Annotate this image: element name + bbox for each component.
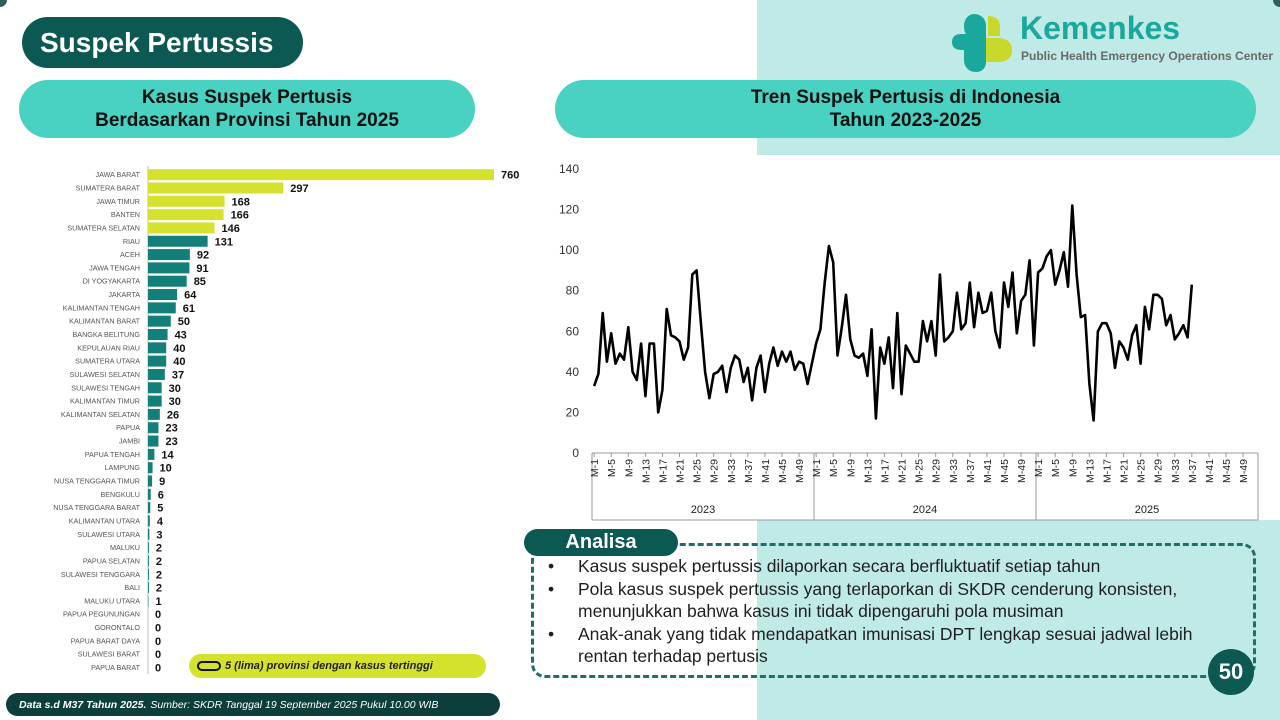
x-tick-label: M-29 (930, 459, 943, 483)
province-label: KALIMANTAN TENGAH (62, 303, 140, 313)
province-bar (148, 396, 162, 407)
x-tick-label: M-1 (1033, 459, 1046, 478)
x-tick-label: M-41 (1203, 459, 1216, 483)
x-tick-label: M-1 (811, 459, 824, 478)
province-bar (148, 289, 177, 300)
value-label: 10 (159, 462, 172, 475)
page-title: Suspek Pertussis (22, 17, 303, 68)
x-tick-label: M-5 (606, 459, 619, 478)
value-label: 3 (156, 529, 163, 542)
y-tick-label: 20 (565, 405, 579, 420)
value-label: 0 (155, 649, 162, 662)
province-label: JAKARTA (108, 290, 140, 300)
province-label: PAPUA TENGAH (84, 449, 140, 459)
province-bar (148, 249, 190, 260)
x-tick-label: M-9 (623, 459, 636, 478)
trend-chart-title-line1: Tren Suspek Pertusis di Indonesia (750, 87, 1061, 108)
y-tick-label: 80 (565, 283, 579, 298)
value-label: 6 (157, 489, 164, 502)
x-year-label: 2023 (690, 504, 716, 516)
province-label: JAMBI (118, 436, 140, 446)
value-label: 2 (155, 569, 163, 582)
province-bar (148, 356, 166, 367)
province-bar (148, 449, 154, 460)
province-label: SUMATERA SELATAN (67, 223, 140, 233)
x-tick-label: M-13 (640, 459, 653, 483)
x-tick-label: M-17 (879, 459, 892, 483)
value-label: 0 (155, 622, 162, 635)
province-label: PAPUA (116, 423, 140, 433)
value-label: 91 (196, 262, 209, 275)
province-label: LAMPUNG (104, 463, 140, 473)
analisa-point: • Pola kasus suspek pertussis yang terlaporkan di SKDR cenderung konsisten, menunjukkan bahwa kasus ini tidak dipengaruhi pola musiman (548, 578, 1238, 622)
province-bar (148, 489, 151, 500)
province-label: MALUKU UTARA (84, 596, 140, 606)
province-bar (148, 436, 158, 447)
value-label: 2 (155, 542, 163, 555)
analisa-list (548, 555, 1238, 668)
province-label: DI YOGYAKARTA (82, 276, 140, 286)
province-label: SULAWESI SELATAN (69, 369, 140, 379)
x-tick-label: M-41 (759, 459, 772, 483)
value-label: 92 (196, 249, 210, 262)
province-bar (148, 582, 149, 593)
province-label: SUMATERA BARAT (75, 183, 140, 193)
province-label: PAPUA SELATAN (82, 556, 140, 566)
value-label: 2 (155, 555, 163, 568)
province-label: PAPUA PEGUNUNGAN (63, 609, 140, 619)
x-tick-label: M-41 (981, 459, 994, 483)
x-tick-label: M-21 (1118, 459, 1131, 483)
value-label: 85 (193, 276, 206, 289)
province-label: NUSA TENGGARA TIMUR (54, 476, 140, 486)
value-label: 2 (155, 582, 163, 595)
x-tick-label: M-49 (1016, 459, 1029, 483)
province-label: SUMATERA UTARA (75, 356, 140, 366)
trend-series-line (594, 206, 1192, 421)
legend-text: 5 (lima) provinsi dengan kasus tertinggi (225, 660, 433, 672)
x-tick-label: M-25 (913, 459, 926, 483)
province-label: BANGKA BELITUNG (72, 330, 140, 339)
value-label: 131 (214, 236, 233, 249)
province-label: SULAWESI TENGAH (71, 383, 140, 393)
province-chart-title-line2: Berdasarkan Provinsi Tahun 2025 (95, 110, 399, 131)
value-label: 37 (171, 369, 185, 382)
x-tick-label: M-37 (1186, 459, 1199, 483)
province-bar (148, 182, 283, 193)
province-label: JAWA BARAT (95, 170, 140, 180)
province-bar (148, 369, 165, 380)
province-bar-chart (0, 160, 540, 680)
x-tick-label: M-37 (742, 459, 755, 483)
province-bar (148, 542, 149, 553)
value-label: 61 (182, 302, 196, 315)
x-tick-label: M-1 (589, 459, 602, 478)
value-label: 0 (155, 635, 162, 648)
province-label: KEPULAUAN RIAU (77, 343, 140, 353)
kemenkes-emblem-icon (952, 14, 1012, 72)
x-tick-label: M-29 (1152, 459, 1165, 483)
province-label: KALIMANTAN SELATAN (60, 409, 140, 419)
trend-chart-title (555, 80, 1256, 138)
corner-decoration (0, 0, 7, 7)
x-year-label: 2024 (912, 504, 938, 516)
province-bar (148, 236, 208, 247)
province-label: GORONTALO (94, 623, 140, 633)
province-bar (148, 502, 150, 513)
value-label: 23 (165, 436, 178, 449)
value-label: 26 (166, 409, 180, 422)
province-label: KALIMANTAN BARAT (69, 316, 140, 326)
analisa-point: • Anak-anak yang tidak mendapatkan imunisasi DPT lengkap sesuai jadwal lebih rentan terhadap pertusis (548, 623, 1238, 667)
value-label: 166 (230, 209, 249, 222)
province-bar (148, 169, 494, 180)
province-label: JAWA TIMUR (96, 196, 140, 206)
province-bar (148, 342, 166, 353)
analisa-label: Analisa (524, 529, 678, 556)
province-bar (148, 515, 150, 526)
x-tick-label: M-5 (828, 459, 841, 478)
province-label: BALI (124, 583, 140, 593)
province-bar (148, 316, 171, 327)
value-label: 30 (168, 396, 181, 409)
legend-swatch (197, 661, 221, 671)
province-label: PAPUA BARAT (91, 663, 140, 672)
value-label: 5 (157, 502, 164, 515)
province-label: MALUKU (110, 543, 140, 553)
value-label: 43 (174, 329, 187, 342)
x-tick-label: M-9 (1067, 459, 1080, 478)
province-label: SULAWESI TENGGARA (60, 569, 140, 579)
x-tick-label: M-33 (725, 459, 738, 483)
province-bar (148, 476, 152, 487)
province-bar (148, 276, 187, 287)
x-tick-label: M-5 (1050, 459, 1063, 478)
y-tick-label: 120 (558, 202, 579, 217)
value-label: 146 (221, 222, 240, 235)
value-label: 4 (156, 515, 163, 528)
x-tick-label: M-49 (1238, 459, 1251, 483)
analisa-point: • Kasus suspek pertussis dilaporkan secara berfluktuatif setiap tahun (548, 555, 1238, 577)
value-label: 9 (159, 476, 166, 489)
value-label: 760 (501, 169, 520, 182)
value-label: 1 (155, 595, 162, 608)
x-tick-label: M-33 (1169, 459, 1182, 483)
province-bar (148, 209, 224, 220)
province-label: SULAWESI UTARA (77, 529, 140, 539)
value-label: 64 (184, 289, 197, 302)
value-label: 40 (173, 342, 186, 355)
x-tick-label: M-49 (794, 459, 807, 483)
y-tick-label: 0 (572, 446, 579, 460)
x-tick-label: M-9 (845, 459, 858, 478)
x-tick-label: M-17 (1101, 459, 1114, 483)
province-chart-title (19, 80, 475, 138)
value-label: 14 (161, 449, 174, 462)
page-number: 50 (1208, 649, 1254, 695)
x-tick-label: M-13 (1084, 459, 1097, 483)
value-label: 0 (155, 609, 162, 622)
x-tick-label: M-37 (964, 459, 977, 483)
x-tick-label: M-45 (998, 459, 1011, 483)
brand-subtitle: Public Health Emergency Operations Center (1021, 49, 1274, 63)
province-bar (148, 302, 176, 313)
value-label: 40 (173, 356, 186, 369)
value-label: 50 (177, 316, 191, 329)
x-year-label: 2025 (1134, 504, 1160, 516)
province-label: KALIMANTAN TIMUR (69, 396, 140, 406)
footer-data-note: Data s.d M37 Tahun 2025. (19, 698, 147, 711)
province-chart-title-line1: Kasus Suspek Pertusis (141, 87, 353, 108)
province-label: NUSA TENGGARA BARAT (53, 503, 140, 513)
province-bar (148, 462, 153, 473)
province-bar (148, 196, 224, 207)
x-tick-label: M-21 (674, 459, 687, 483)
brand-name: Kemenkes (1020, 10, 1181, 46)
province-label: BANTEN (110, 210, 140, 220)
province-label: SULAWESI BARAT (77, 649, 140, 659)
y-tick-label: 100 (558, 243, 579, 258)
province-bar (148, 409, 160, 420)
x-tick-label: M-17 (657, 459, 670, 483)
x-tick-label: M-45 (1220, 459, 1233, 483)
province-bar (148, 422, 158, 433)
province-bar (148, 569, 149, 580)
value-label: 30 (168, 382, 181, 395)
province-label: KALIMANTAN UTARA (68, 516, 140, 526)
y-tick-label: 140 (558, 162, 579, 176)
province-bar (148, 222, 214, 233)
x-tick-label: M-13 (862, 459, 875, 483)
x-tick-label: M-33 (947, 459, 960, 483)
province-label: JAWA TENGAH (89, 263, 140, 273)
province-bar (148, 555, 149, 566)
trend-line-chart (540, 155, 1270, 525)
x-tick-label: M-25 (691, 459, 704, 483)
y-tick-label: 40 (565, 364, 579, 379)
province-label: ACEH (120, 250, 140, 260)
y-tick-label: 60 (565, 324, 579, 339)
province-label: RIAU (122, 236, 140, 246)
province-bar (148, 262, 189, 273)
province-bar (148, 529, 149, 540)
province-label: BENGKULU (100, 489, 140, 499)
value-label: 0 (155, 662, 162, 675)
trend-chart-title-line2: Tahun 2023-2025 (829, 110, 982, 131)
top5-legend (189, 654, 486, 678)
x-tick-label: M-21 (896, 459, 909, 483)
province-bar (148, 329, 168, 340)
footer-source-text: Sumber: SKDR Tanggal 19 September 2025 Pukul 10.00 WIB (150, 698, 439, 711)
value-label: 23 (165, 422, 178, 435)
footer-source (6, 693, 500, 716)
x-tick-label: M-29 (708, 459, 721, 483)
province-bar (148, 382, 162, 393)
x-tick-label: M-25 (1135, 459, 1148, 483)
value-label: 168 (231, 196, 250, 209)
province-label: PAPUA BARAT DAYA (70, 636, 140, 646)
value-label: 297 (290, 182, 309, 195)
x-tick-label: M-45 (776, 459, 789, 483)
